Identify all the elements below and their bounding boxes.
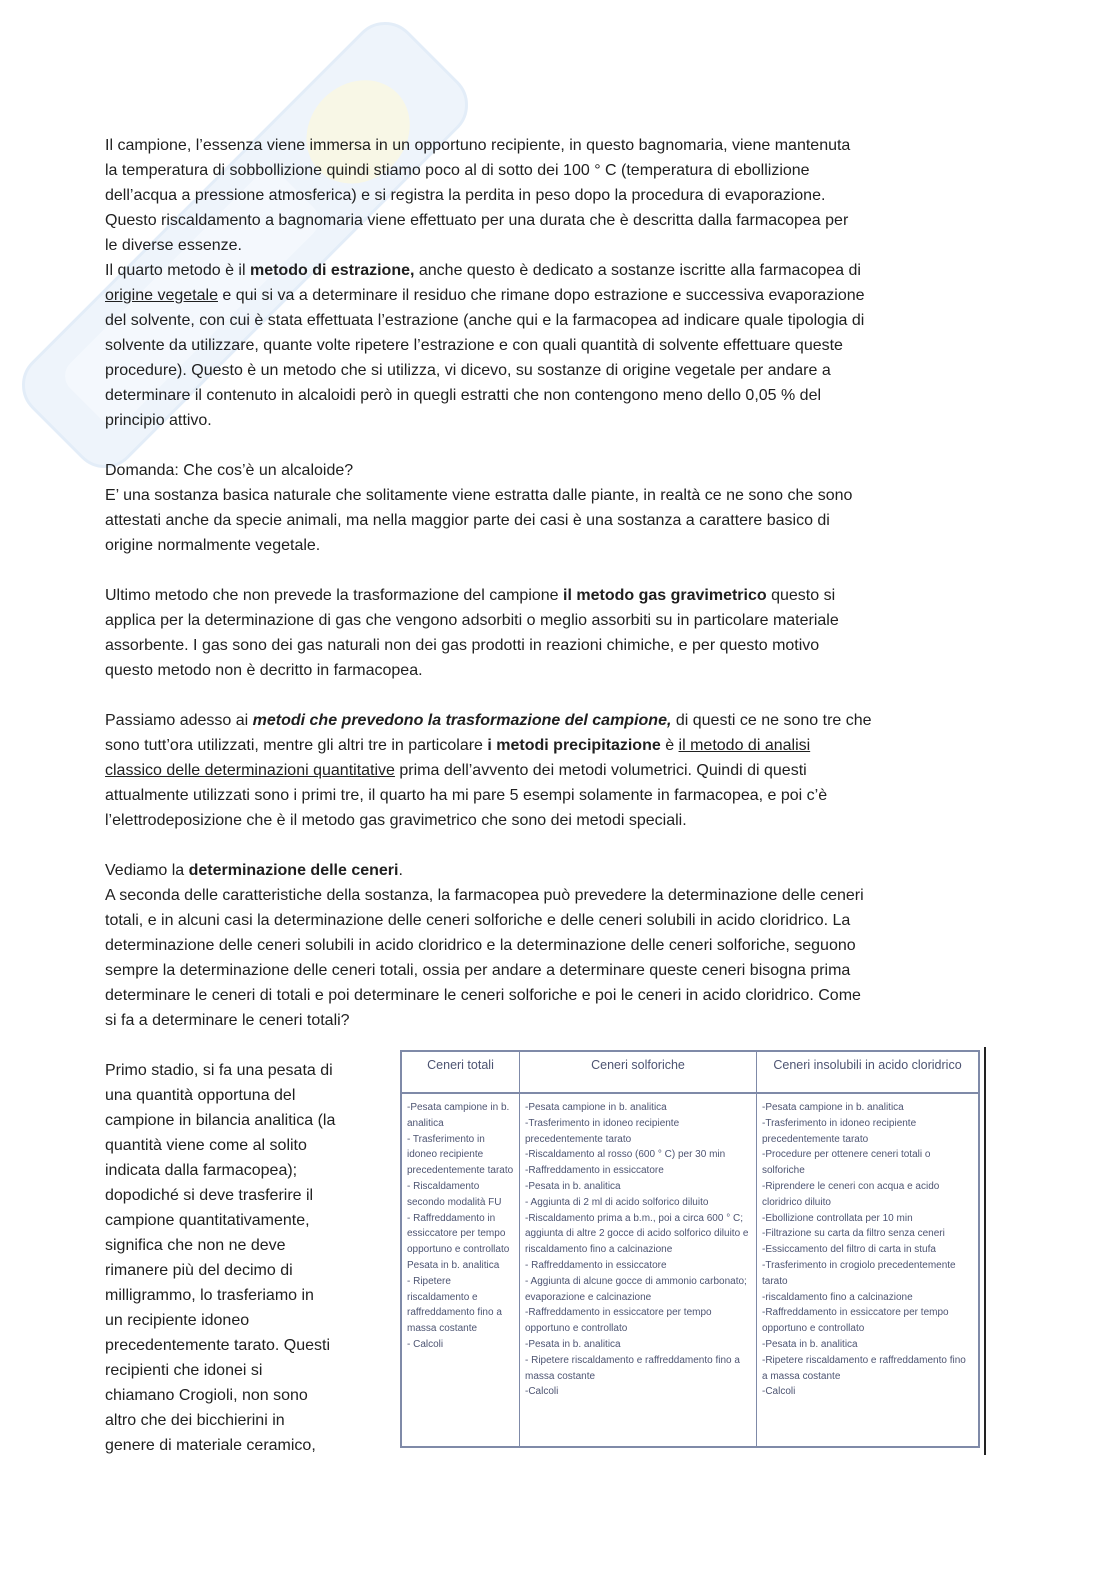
bold-text: determinazione delle ceneri	[188, 862, 399, 879]
text-line	[105, 408, 1010, 433]
procedure-step: -Raffreddamento in essiccatore	[525, 1165, 664, 1177]
procedure-step: - Calcoli	[407, 1338, 444, 1350]
procedure-step: -Filtrazione su carta da filtro senza ceneri	[762, 1228, 945, 1240]
text-line	[105, 283, 1010, 308]
procedure-step: - Raffreddamento in essiccatore	[525, 1259, 667, 1271]
procedure-step: - Riscaldamento secondo modalità FU	[407, 1180, 502, 1208]
text-segment: determinare il contenuto in alcaloidi però in quegli estratti che non contengono meno dello 0,05 % del	[105, 387, 822, 404]
text-line	[105, 708, 1010, 733]
text-line	[105, 1008, 1010, 1033]
underlined-text: origine vegetale	[105, 287, 218, 304]
text-line	[105, 958, 1010, 983]
text-line: campione in bilancia analitica (la	[105, 1112, 336, 1129]
text-segment: principio attivo.	[105, 412, 212, 429]
text-segment: sono tutt’ora utilizzati, mentre gli altri tre in particolare	[105, 737, 488, 754]
text-line	[105, 808, 1010, 833]
text-line: Primo stadio, si fa una pesata di	[105, 1062, 333, 1079]
text-line	[105, 133, 1010, 158]
text-segment: solvente da utilizzare, quante volte ripetere l’estrazione e con quali quantità di solvente effettuare queste	[105, 337, 843, 354]
procedure-step: -Calcoli	[525, 1386, 559, 1398]
text-line	[105, 933, 1010, 958]
bold-italic-text: metodi che prevedono la trasformazione del campione,	[252, 712, 672, 729]
procedure-step: -Pesata in b. analitica	[762, 1338, 858, 1350]
text-segment: attualmente utilizzati sono i primi tre, il quarto ha mi pare 5 esempi solamente in farmacopea, e poi c’è	[105, 787, 828, 804]
text-line	[105, 233, 1010, 258]
ash-determination-table	[400, 1050, 980, 1448]
text-segment: l’elettrodeposizione che è il metodo gas gravimetrico che sono dei metodi speciali.	[105, 812, 687, 829]
image-border-line	[984, 1047, 986, 1455]
text-line: un recipiente idoneo	[105, 1312, 250, 1329]
procedure-step: - Ripetere riscaldamento e raffreddamento fino a massa costante	[525, 1354, 740, 1382]
text-line	[105, 458, 1010, 483]
text-segment: Passiamo adesso ai	[105, 712, 253, 729]
text-line: chiamano Crogioli, non sono	[105, 1387, 308, 1404]
text-segment: questo si	[766, 587, 836, 604]
procedure-step: -Ebollizione controllata per 10 min	[762, 1212, 913, 1224]
column-header-ceneri-totali: Ceneri totali	[402, 1052, 520, 1094]
procedure-step: -Trasferimento in crogiolo precedentemente tarato	[762, 1259, 956, 1287]
procedure-step: -Essiccamento del filtro di carta in stufa	[762, 1244, 936, 1256]
paragraphs	[105, 133, 1010, 1033]
text-line	[105, 383, 1010, 408]
procedure-step: -Pesata campione in b. analitica	[525, 1102, 667, 1113]
text-segment: A seconda delle caratteristiche della sostanza, la farmacopea può prevedere la determinazione delle ceneri	[105, 887, 864, 904]
text-line	[105, 758, 1010, 783]
text-line	[105, 633, 1010, 658]
text-line: genere di materiale ceramico,	[105, 1437, 316, 1454]
text-line	[105, 483, 1010, 508]
text-line: indicata dalla farmacopea);	[105, 1162, 298, 1179]
procedure-step: -Ripetere riscaldamento e raffreddamento fino a massa costante	[762, 1354, 966, 1382]
ash-procedure-text-column	[105, 1058, 390, 1458]
procedure-step: -Riprendere le ceneri con acqua e acido cloridrico diluito	[762, 1180, 940, 1208]
procedure-step: - Raffreddamento in essiccatore per tempo opportuno e controllato	[407, 1212, 510, 1256]
procedure-step: - Trasferimento in idoneo recipiente precedentemente tarato	[407, 1133, 514, 1177]
column-ceneri-insolubili	[757, 1094, 978, 1446]
text-line	[105, 158, 1010, 183]
text-segment: origine normalmente vegetale.	[105, 537, 321, 554]
procedure-step: -Pesata in b. analitica	[525, 1180, 621, 1192]
text-segment: determinazione delle ceneri solubili in acido cloridrico e la determinazione delle ceneri solforiche, seguono	[105, 937, 856, 954]
text-segment: E’ una sostanza basica naturale che solitamente viene estratta dalle piante, in realtà ce ne sono che sono	[105, 487, 853, 504]
text-segment: questo metodo non è decritto in farmacopea.	[105, 662, 423, 679]
text-segment: e qui si va a determinare il residuo che rimane dopo estrazione e successiva evaporazione	[217, 287, 865, 304]
text-line	[105, 508, 1010, 533]
text-segment: si fa a determinare le ceneri totali?	[105, 1012, 350, 1029]
paragraph	[105, 708, 1010, 833]
text-line	[105, 883, 1010, 908]
text-segment: dell’acqua a pressione atmosferica) e si registra la perdita in peso dopo la procedura di evaporazione.	[105, 187, 826, 204]
text-line	[105, 258, 1010, 283]
text-line: una quantità opportuna del	[105, 1087, 296, 1104]
text-segment: di questi ce ne sono tre che	[671, 712, 872, 729]
procedure-step: -Raffreddamento in essiccatore per tempo opportuno e controllato	[525, 1307, 712, 1335]
bold-text: il metodo gas gravimetrico	[563, 587, 767, 604]
text-line: quantità viene come al solito	[105, 1137, 307, 1154]
column-header-ceneri-insolubili: Ceneri insolubili in acido cloridrico	[757, 1052, 978, 1094]
procedure-step: -Trasferimento in idoneo recipiente precedentemente tarato	[525, 1117, 680, 1145]
text-segment: Il campione, l’essenza viene immersa in un opportuno recipiente, in questo bagnomaria, viene mantenuta	[105, 137, 851, 154]
text-segment: Ultimo metodo che non prevede la trasformazione del campione	[105, 587, 564, 604]
procedure-step: Pesata in b. analitica	[407, 1259, 500, 1271]
text-line	[105, 358, 1010, 383]
text-segment: attestati anche da specie animali, ma nella maggior parte dei casi è una sostanza a carattere basico di	[105, 512, 830, 529]
text-line: rimanere più del decimo di	[105, 1262, 293, 1279]
text-segment: determinare le ceneri di totali e poi determinare le ceneri solforiche e poi le ceneri in acido cloridrico. Come	[105, 987, 861, 1004]
procedure-step: -Pesata campione in b. analitica	[407, 1102, 510, 1129]
text-line	[105, 983, 1010, 1008]
column-ceneri-totali	[402, 1094, 520, 1446]
text-segment: Vediamo la	[105, 862, 189, 879]
text-line: altro che dei bicchierini in	[105, 1412, 285, 1429]
column-header-ceneri-solforiche: Ceneri solforiche	[520, 1052, 757, 1094]
paragraph	[105, 858, 1010, 1033]
paragraph	[105, 458, 1010, 558]
text-line: milligrammo, lo trasferiamo in	[105, 1287, 314, 1304]
procedure-step: - Aggiunta di alcune gocce di ammonio carbonato; evaporazione e calcinazione	[525, 1275, 747, 1303]
underlined-text: classico delle determinazioni quantitative	[105, 762, 395, 779]
text-segment: sempre la determinazione delle ceneri totali, ossia per andare a determinare queste ceneri bisogna prima	[105, 962, 851, 979]
text-line	[105, 308, 1010, 333]
text-line: precedentemente tarato. Questi	[105, 1337, 331, 1354]
text-segment: Domanda: Che cos’è un alcaloide?	[105, 462, 354, 479]
text-line	[105, 658, 1010, 683]
procedure-step: -Pesata in b. analitica	[525, 1338, 621, 1350]
text-line	[105, 858, 1010, 883]
procedure-step: -Riscaldamento prima a b.m., poi a circa 600 ° C; aggiunta di altre 2 gocce di acido solforico diluito e riscaldamento fino a calcinazione	[525, 1212, 749, 1256]
text-line	[105, 783, 1010, 808]
text-segment: del solvente, con cui è stata effettuata l’estrazione (anche qui e la farmacopea ad indicare quale tipologia di	[105, 312, 865, 329]
text-line: significa che non ne deve	[105, 1237, 286, 1254]
bold-text: i metodi precipitazione	[487, 737, 661, 754]
text-line	[105, 908, 1010, 933]
text-line	[105, 583, 1010, 608]
bold-text: metodo di estrazione,	[249, 262, 415, 279]
procedure-step: - Aggiunta di 2 ml di acido solforico diluito	[525, 1196, 709, 1208]
text-segment: totali, e in alcuni casi la determinazione delle ceneri solforiche e delle ceneri solubili in acido cloridrico. La	[105, 912, 851, 929]
text-segment: prima dell’avvento dei metodi volumetrici. Quindi di questi	[394, 762, 807, 779]
text-segment: assorbente. I gas sono dei gas naturali non dei gas prodotti in reazioni chimiche, e per questo motivo	[105, 637, 820, 654]
procedure-step: -Calcoli	[762, 1386, 796, 1398]
text-line	[105, 733, 1010, 758]
procedure-step: -Pesata campione in b. analitica	[762, 1102, 904, 1113]
procedure-step: -Raffreddamento in essiccatore per tempo opportuno e controllato	[762, 1307, 949, 1335]
procedure-step: -Procedure per ottenere ceneri totali o solforiche	[762, 1149, 931, 1177]
text-segment: Il quarto metodo è il	[105, 262, 250, 279]
text-line	[105, 208, 1010, 233]
text-line	[105, 533, 1010, 558]
paragraph	[105, 583, 1010, 683]
procedure-step: -Riscaldamento al rosso (600 ° C) per 30 min	[525, 1149, 726, 1161]
text-line	[105, 608, 1010, 633]
text-segment: le diverse essenze.	[105, 237, 242, 254]
text-segment: applica per la determinazione di gas che vengono adsorbiti o meglio assorbiti su in particolare materiale	[105, 612, 839, 629]
procedure-step: - Ripetere riscaldamento e raffreddamento fino a massa costante	[407, 1275, 502, 1335]
text-line: dopodiché si deve trasferire il	[105, 1187, 314, 1204]
column-ceneri-solforiche	[520, 1094, 757, 1446]
text-segment: Questo riscaldamento a bagnomaria viene effettuato per una durata che è descritta dalla farmacopea per	[105, 212, 849, 229]
text-segment: procedure). Questo è un metodo che si utilizza, vi dicevo, su sostanze di origine vegetale per andare a	[105, 362, 831, 379]
procedure-step: -Trasferimento in idoneo recipiente precedentemente tarato	[762, 1117, 917, 1145]
text-segment: è	[660, 737, 679, 754]
text-segment: anche questo è dedicato a sostanze iscritte alla farmacopea di	[414, 262, 861, 279]
text-segment: .	[398, 862, 403, 879]
text-segment: la temperatura di sobbollizione quindi stiamo poco al di sotto dei 100 ° C (temperatura di ebollizione	[105, 162, 810, 179]
text-line: campione quantitativamente,	[105, 1212, 310, 1229]
text-line: recipienti che idonei si	[105, 1362, 263, 1379]
text-line	[105, 333, 1010, 358]
underlined-text: il metodo di analisi	[678, 737, 811, 754]
paragraph	[105, 133, 1010, 433]
procedure-step: -riscaldamento fino a calcinazione	[762, 1291, 913, 1303]
text-line	[105, 183, 1010, 208]
